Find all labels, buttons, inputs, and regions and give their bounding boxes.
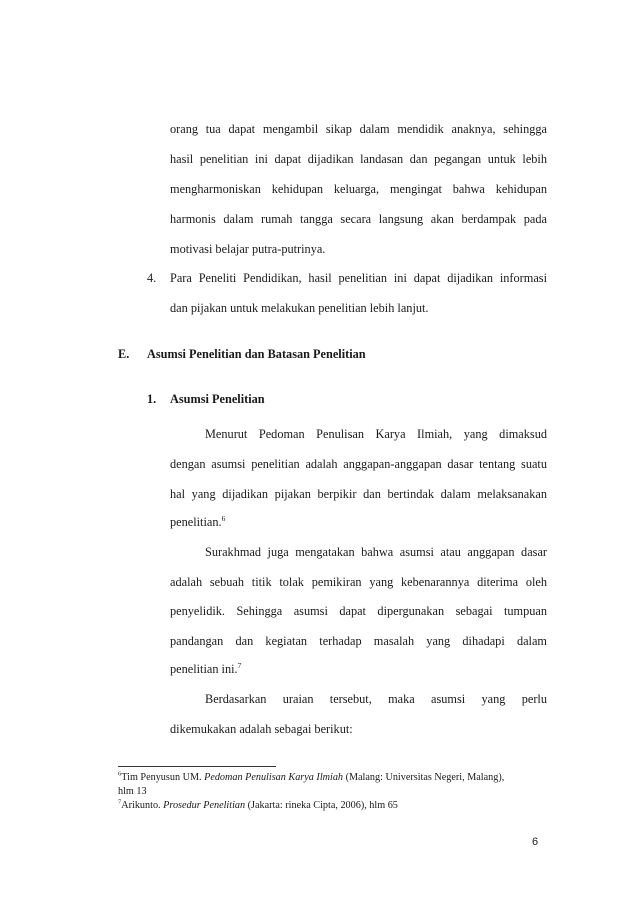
- footnote-title: Prosedur Penelitian: [163, 800, 246, 811]
- text-line: Surakhmad juga mengatakan bahwa asumsi atau anggapan dasar: [205, 545, 547, 559]
- text-line: hal yang dijadikan pijakan berpikir dan bertindak dalam melaksanakan: [170, 487, 547, 501]
- subsection-title: Asumsi Penelitian: [170, 392, 265, 406]
- text-line: dikemukakan adalah sebagai berikut:: [170, 722, 353, 736]
- footnote-ref: 7: [237, 660, 242, 670]
- text-line: adalah sebuah titik tolak pemikiran yang kebenarannya diterima oleh: [170, 575, 547, 589]
- footnote-number: 7: [118, 798, 122, 806]
- footnote-divider: [118, 766, 276, 767]
- footnote-author: Arikunto.: [121, 800, 164, 811]
- text-line: motivasi belajar putra-putrinya.: [170, 242, 326, 256]
- footnote-detail: (Jakarta: rineka Cipta, 2006), hlm 65: [245, 800, 398, 811]
- page-number: 6: [532, 836, 539, 848]
- text-line: orang tua dapat mengambil sikap dalam mendidik anaknya, sehingga: [170, 122, 547, 136]
- text-line: dan pijakan untuk melakukan penelitian lebih lanjut.: [170, 301, 429, 315]
- text-span: penelitian ini.: [170, 662, 238, 676]
- footnote-author: Tim Penyusun UM.: [121, 772, 205, 783]
- text-line: harmonis dalam rumah tangga secara langsung akan berdampak pada: [170, 212, 547, 226]
- text-line: mengharmoniskan kehidupan keluarga, mengingat bahwa kehidupan: [170, 182, 547, 196]
- text-line: penyelidik. Sehingga asumsi dapat dipergunakan sebagai tumpuan: [170, 604, 547, 618]
- footnote-6: [118, 771, 504, 784]
- section-letter: E.: [118, 347, 130, 361]
- text-line: Berdasarkan uraian tersebut, maka asumsi yang perlu: [205, 692, 547, 706]
- footnote-title: Pedoman Penulisan Karya Ilmiah: [204, 772, 344, 783]
- text-line: pandangan dan kegiatan terhadap masalah yang dihadapi dalam: [170, 634, 547, 648]
- section-title: Asumsi Penelitian dan Batasan Penelitian: [147, 347, 366, 361]
- text-line: dengan asumsi penelitian adalah anggapan-anggapan dasar tentang suatu: [170, 457, 547, 471]
- footnote-ref: 6: [221, 513, 226, 523]
- footnote-number: 6: [118, 770, 122, 778]
- list-number: 4.: [147, 271, 157, 285]
- text-span: penelitian.: [170, 515, 222, 529]
- text-line: hasil penelitian ini dapat dijadikan landasan dan pegangan untuk lebih: [170, 152, 547, 166]
- subsection-number: 1.: [147, 392, 157, 406]
- footnote-7: [118, 799, 398, 812]
- footnote-6-continuation: hlm 13: [118, 786, 147, 797]
- text-line: Menurut Pedoman Penulisan Karya Ilmiah, yang dimaksud: [205, 427, 547, 441]
- footnote-detail: (Malang: Universitas Negeri, Malang),: [343, 772, 505, 783]
- text-line: Para Peneliti Pendidikan, hasil penelitian ini dapat dijadikan informasi: [170, 271, 547, 285]
